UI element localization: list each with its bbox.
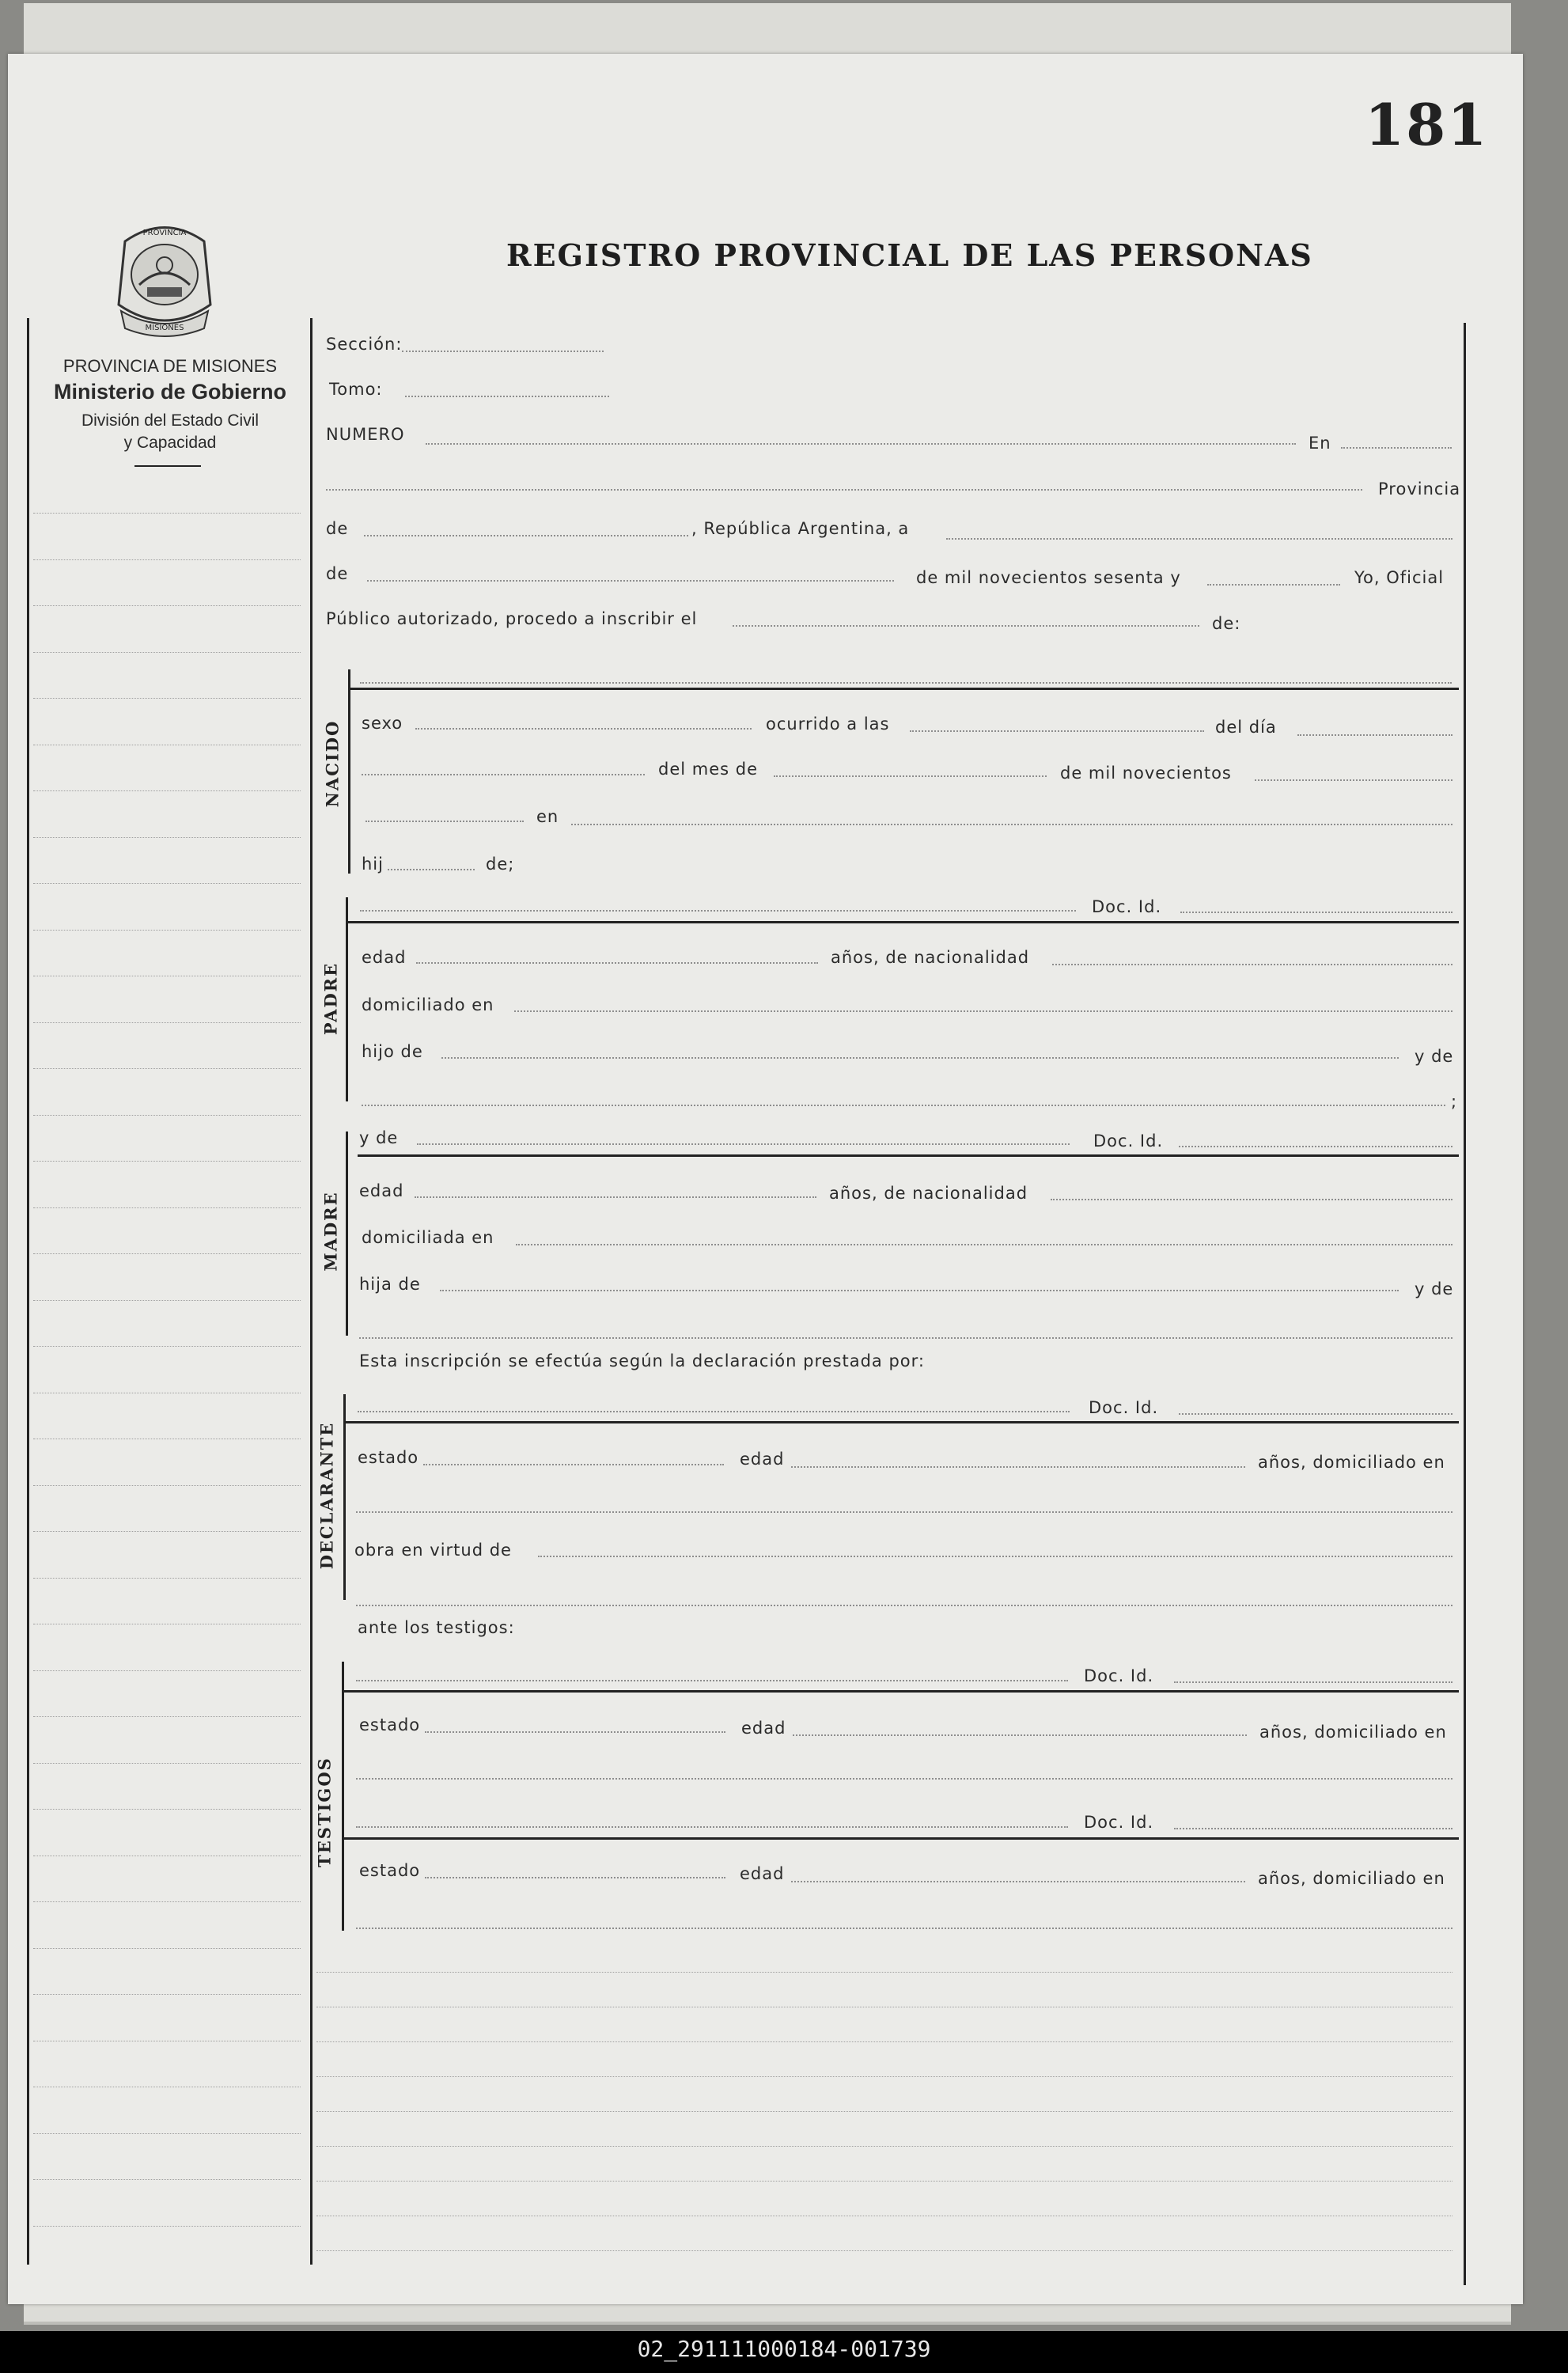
testigo1-estado-label: estado [359, 1715, 421, 1734]
padre-bracket [346, 897, 348, 1101]
testigo1-doc-field[interactable] [1174, 1681, 1452, 1683]
coat-of-arms-icon [109, 218, 220, 344]
testigo2-estado-field[interactable] [425, 1877, 725, 1878]
margin-ruled-line [33, 698, 301, 699]
seccion-field[interactable] [402, 351, 604, 352]
nacido-bracket [348, 669, 350, 874]
padre-doc-label: Doc. Id. [1092, 897, 1162, 916]
testigo1-domicilio-field[interactable] [356, 1778, 1452, 1780]
madre-abuela-field[interactable] [359, 1337, 1452, 1339]
margin-ruled-line [33, 605, 301, 606]
margin-ruled-line [33, 1207, 301, 1208]
margin-ruled-line [33, 1253, 301, 1254]
padre-domicilio-label: domiciliado en [362, 995, 494, 1014]
margin-ruled-line [33, 1901, 301, 1902]
declarante-domicilio-label: años, domiciliado en [1258, 1453, 1445, 1472]
inscribir-field[interactable] [733, 625, 1199, 627]
testigo2-estado-label: estado [359, 1861, 421, 1880]
notes-ruled-line[interactable] [316, 2076, 1452, 2077]
org-province: PROVINCIA DE MISIONES [62, 356, 278, 376]
testigos-bracket [342, 1662, 344, 1931]
testigo1-edad-label: edad [741, 1719, 786, 1738]
seccion-label: Sección: [326, 335, 403, 354]
padre-doc-field[interactable] [1180, 912, 1452, 913]
notes-ruled-line[interactable] [316, 1972, 1452, 1973]
obra-field[interactable] [538, 1556, 1452, 1557]
ocurrido-label: ocurrido a las [766, 715, 890, 734]
numero-label: NUMERO [326, 425, 405, 444]
padre-rule [348, 921, 1459, 923]
margin-ruled-line [33, 1115, 301, 1116]
padre-domicilio-field[interactable] [514, 1010, 1452, 1012]
yo-oficial-label: Yo, Oficial [1354, 568, 1445, 587]
en-label: En [1309, 434, 1331, 453]
anio-continuation-field[interactable] [365, 821, 524, 822]
margin-ruled-line [33, 1578, 301, 1579]
anio-nacimiento-field[interactable] [1255, 779, 1452, 781]
declarante-rule [346, 1421, 1459, 1423]
madre-nacionalidad-label: años, de nacionalidad [829, 1184, 1028, 1203]
margin-ruled-line [33, 2226, 301, 2227]
section-padre: PADRE [320, 961, 341, 1036]
madre-nacionalidad-field[interactable] [1051, 1199, 1452, 1200]
obra-label: obra en virtud de [354, 1541, 512, 1560]
testigo1-edad-field[interactable] [793, 1734, 1247, 1736]
publico-label: Público autorizado, procedo a inscribir el [326, 609, 698, 628]
del-dia-label: del día [1215, 718, 1277, 737]
madre-domicilio-label: domiciliada en [362, 1228, 494, 1247]
section-madre: MADRE [320, 1191, 341, 1272]
padre-y-de-label: y de [1415, 1047, 1454, 1066]
padre-nacionalidad-field[interactable] [1052, 964, 1452, 965]
nacido-rule [350, 688, 1459, 690]
dia-field[interactable] [1297, 734, 1452, 736]
testigo2-nombre-field[interactable] [356, 1826, 1068, 1828]
declarante-domicilio-field[interactable] [356, 1511, 1452, 1513]
padre-abuela-field[interactable] [362, 1105, 1445, 1106]
testigo2-rule [344, 1837, 1459, 1840]
numero-field[interactable] [426, 443, 1296, 445]
margin-divider-line [310, 318, 312, 2265]
padre-nombre-field[interactable] [360, 910, 1076, 912]
madre-edad-label: edad [359, 1181, 404, 1200]
right-border-line [1464, 323, 1466, 2285]
margin-ruled-line [33, 2133, 301, 2134]
page-number: 181 [1365, 91, 1489, 158]
margin-ruled-line [33, 930, 301, 931]
declaracion-intro: Esta inscripción se efectúa según la declaración prestada por: [359, 1351, 925, 1370]
mil-sesenta-label: de mil novecientos sesenta y [916, 568, 1181, 587]
testigo1-rule [344, 1690, 1459, 1693]
margin-ruled-line [33, 1716, 301, 1717]
testigo2-domicilio-field[interactable] [356, 1928, 1452, 1929]
org-capacity: y Capacidad [123, 434, 217, 452]
padre-nacionalidad-label: años, de nacionalidad [831, 948, 1030, 967]
margin-ruled-line [33, 1948, 301, 1949]
hora-field[interactable] [910, 730, 1204, 732]
anio-field[interactable] [1207, 584, 1340, 586]
section-declarante: DECLARANTE [316, 1421, 337, 1570]
scan-id-caption: 02_291111000184-001739 [637, 2336, 931, 2362]
svg-text:MISIONES: MISIONES [145, 324, 184, 332]
madre-rule [358, 1154, 1459, 1157]
margin-ruled-line [33, 1022, 301, 1023]
margin-ruled-line [33, 1300, 301, 1301]
section-nacido: NACIDO [322, 719, 343, 808]
declarante-doc-field[interactable] [1179, 1413, 1452, 1415]
org-ministry: Ministerio de Gobierno [53, 380, 287, 404]
madre-doc-field[interactable] [1179, 1146, 1452, 1147]
org-division: División del Estado Civil [81, 411, 259, 430]
margin-ruled-line [33, 1670, 301, 1671]
ante-testigos-label: ante los testigos: [358, 1618, 515, 1637]
en-field[interactable] [1341, 447, 1452, 449]
testigo2-doc-field[interactable] [1174, 1828, 1452, 1829]
del-mes-label: del mes de [658, 760, 759, 779]
mes-field[interactable] [774, 775, 1047, 777]
testigo1-estado-field[interactable] [425, 1731, 725, 1733]
de-mil-label: de mil novecientos [1060, 764, 1232, 783]
padre-edad-field[interactable] [416, 962, 818, 964]
provincia-label: Provincia [1378, 480, 1461, 498]
testigo1-nombre-field[interactable] [356, 1680, 1068, 1681]
margin-ruled-line [33, 1763, 301, 1764]
nacido-nombre-field[interactable] [360, 682, 1452, 684]
section-testigos: TESTIGOS [314, 1757, 335, 1867]
margin-ruled-line [33, 2179, 301, 2180]
margin-ruled-line [33, 1809, 301, 1810]
testigo2-edad-label: edad [740, 1864, 785, 1883]
de-label-2: de [326, 564, 349, 583]
left-margin-line [27, 318, 29, 2265]
margin-ruled-line [33, 1531, 301, 1532]
tomo-field[interactable] [405, 396, 609, 397]
notes-ruled-line[interactable] [316, 2146, 1452, 2147]
tomo-label: Tomo: [329, 380, 383, 399]
margin-ruled-line [33, 1994, 301, 1995]
madre-doc-label: Doc. Id. [1093, 1132, 1164, 1150]
padre-semicolon: ; [1451, 1092, 1458, 1111]
declarante-estado-label: estado [358, 1448, 419, 1467]
margin-ruled-line [33, 790, 301, 791]
testigo1-doc-label: Doc. Id. [1084, 1666, 1154, 1685]
margin-ruled-line [33, 513, 301, 514]
declarante-nombre-field[interactable] [358, 1411, 1070, 1412]
testigo1-domicilio-label: años, domiciliado en [1259, 1723, 1447, 1742]
testigo2-edad-field[interactable] [791, 1881, 1245, 1882]
margin-ruled-line [33, 1346, 301, 1347]
madre-y-de-label: y de [359, 1128, 399, 1147]
dia-continuation-field[interactable] [362, 774, 645, 775]
declarante-edad-label: edad [740, 1450, 785, 1469]
padre-edad-label: edad [362, 948, 407, 967]
de-label-1: de [326, 519, 349, 538]
margin-ruled-line [33, 1161, 301, 1162]
testigo2-domicilio-label: años, domiciliado en [1258, 1869, 1445, 1888]
notes-ruled-line[interactable] [316, 2111, 1452, 2112]
org-underline [134, 465, 201, 467]
madre-domicilio-field[interactable] [516, 1244, 1452, 1245]
madre-nombre-field[interactable] [417, 1143, 1070, 1145]
svg-text:PROVINCIA: PROVINCIA [142, 229, 187, 237]
margin-ruled-line [33, 883, 301, 884]
testigo2-doc-label: Doc. Id. [1084, 1813, 1154, 1832]
declarante-doc-label: Doc. Id. [1089, 1398, 1159, 1417]
en-nacido-label: en [536, 807, 559, 826]
madre-hija-de-label: hija de [359, 1275, 421, 1294]
margin-ruled-line [33, 1068, 301, 1069]
obra-continuation-field[interactable] [356, 1605, 1452, 1606]
madre-edad-field[interactable] [415, 1196, 816, 1198]
notes-ruled-line[interactable] [316, 2181, 1452, 2182]
padre-hijo-de-label: hijo de [362, 1042, 423, 1061]
notes-ruled-line[interactable] [316, 2041, 1452, 2042]
provincia-de-field[interactable] [364, 535, 688, 536]
margin-ruled-line [33, 837, 301, 838]
hij-field[interactable] [388, 869, 475, 870]
declarante-estado-field[interactable] [423, 1464, 724, 1465]
sexo-label: sexo [362, 714, 403, 733]
form-title: REGISTRO PROVINCIAL DE LAS PERSONAS [506, 237, 1313, 273]
margin-ruled-line [33, 1485, 301, 1486]
hij-label: hij [362, 855, 384, 874]
notes-ruled-line[interactable] [316, 2250, 1452, 2251]
fecha-dia-field[interactable] [946, 538, 1452, 540]
fecha-mes-field[interactable] [367, 580, 894, 582]
de-colon-label: de: [1212, 614, 1241, 633]
de-semi-label: de; [486, 855, 515, 874]
declarante-edad-field[interactable] [791, 1466, 1245, 1468]
madre-abuelo-field[interactable] [440, 1290, 1399, 1291]
lugar-nacimiento-field[interactable] [571, 824, 1452, 825]
margin-ruled-line [33, 652, 301, 653]
en-continuation-field[interactable] [326, 489, 1362, 491]
padre-abuelo-field[interactable] [441, 1057, 1399, 1059]
declarante-bracket [343, 1394, 346, 1600]
margin-ruled-line [33, 559, 301, 560]
madre-bracket [346, 1132, 348, 1336]
sexo-field[interactable] [415, 728, 752, 730]
madre-y-de-end-label: y de [1415, 1279, 1454, 1298]
republica-label: , República Argentina, a [691, 519, 910, 538]
